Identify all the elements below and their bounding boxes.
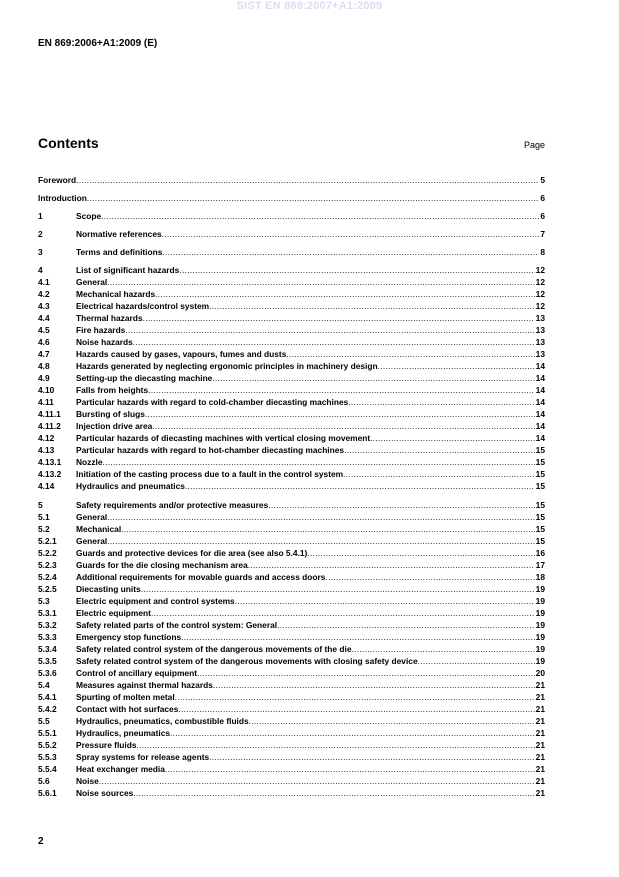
toc-section-number: 3: [38, 247, 43, 257]
toc-section-number: 4.7: [38, 349, 50, 359]
toc-dot-leader: [162, 246, 539, 258]
toc-section-number: 4.11: [38, 397, 54, 407]
toc-dot-leader: [137, 739, 535, 751]
toc-section-title: Hydraulics and pneumatics: [76, 481, 185, 491]
toc-entry[interactable]: [38, 288, 545, 300]
toc-entry[interactable]: [38, 396, 545, 408]
toc-section-number: 2: [38, 229, 43, 239]
toc-section-title: Electric equipment and control systems: [76, 596, 235, 606]
toc-dot-leader: [181, 631, 535, 643]
toc-page-number: 8: [540, 247, 545, 257]
toc-section-number: 5.6.1: [38, 788, 57, 798]
page-column-label: Page: [523, 140, 545, 150]
toc-page-number: 14: [535, 397, 545, 407]
toc-page-number: 19: [535, 644, 545, 654]
toc-dot-leader: [152, 420, 534, 432]
toc-dot-leader: [277, 619, 535, 631]
toc-page-number: 5: [540, 175, 545, 185]
toc-section-number: 4.11.2: [38, 421, 61, 431]
toc-entry[interactable]: [38, 535, 545, 547]
toc-section-title: Diecasting units: [76, 584, 141, 594]
toc-entry[interactable]: [38, 523, 545, 535]
toc-entry[interactable]: [38, 787, 545, 799]
toc-entry[interactable]: [38, 763, 545, 775]
toc-section-number: 5.3.5: [38, 656, 57, 666]
toc-section-number: 5.2.4: [38, 572, 57, 582]
toc-section-title: Noise: [76, 776, 99, 786]
toc-section-number: 4.13.2: [38, 469, 62, 479]
toc-page-number: 21: [535, 692, 545, 702]
toc-entry[interactable]: [38, 691, 545, 703]
toc-section-number: 5.4.2: [38, 704, 57, 714]
toc-dot-leader: [121, 523, 535, 535]
toc-section-number: 4: [38, 265, 43, 275]
toc-section-title: Normative references: [76, 229, 162, 239]
toc-section-number: 5.5.2: [38, 740, 57, 750]
toc-section-number: 4.14: [38, 481, 55, 491]
toc-section-number: 4.8: [38, 361, 50, 371]
toc-section-number: 4.13.1: [38, 457, 62, 467]
toc-section-title: Noise sources: [76, 788, 134, 798]
toc-page-number: 12: [535, 301, 545, 311]
toc-page-number: 21: [535, 788, 545, 798]
toc-dot-leader: [209, 751, 535, 763]
toc-section-title: Measures against thermal hazards: [76, 680, 213, 690]
toc-dot-leader: [418, 655, 535, 667]
toc-page-number: 21: [535, 764, 545, 774]
toc-page-number: 21: [535, 752, 545, 762]
toc-section-title: Control of ancillary equipment: [76, 668, 197, 678]
toc-dot-leader: [248, 559, 535, 571]
toc-dot-leader: [179, 264, 534, 276]
toc-section-number: 5.1: [38, 512, 50, 522]
toc-section-title: Hydraulics, pneumatics, combustible fluids: [76, 716, 249, 726]
toc-dot-leader: [133, 336, 535, 348]
toc-entry[interactable]: [38, 655, 545, 667]
toc-section-title: Noise hazards: [76, 337, 133, 347]
toc-entry[interactable]: [38, 348, 545, 360]
toc-section-title: General: [76, 512, 108, 522]
toc-section-title: Particular hazards of diecasting machines with vertical closing movement: [76, 433, 371, 443]
toc-entry[interactable]: [38, 679, 545, 691]
toc-dot-leader: [175, 691, 535, 703]
toc-section-number: 5.2: [38, 524, 50, 534]
toc-section-number: 5: [38, 500, 43, 510]
toc-dot-leader: [151, 607, 535, 619]
toc-section-title: Safety related control system of the dangerous movements with closing safety device: [76, 656, 418, 666]
toc-entry[interactable]: [38, 571, 545, 583]
toc-section-title: Pressure fluids: [76, 740, 137, 750]
toc-entry[interactable]: [38, 384, 545, 396]
toc-section-number: 1: [38, 211, 43, 221]
toc-page-number: 17: [535, 560, 545, 570]
toc-section-title: Safety requirements and/or protective measures: [76, 500, 269, 510]
toc-page-number: 13: [535, 325, 545, 335]
toc-entry[interactable]: [38, 619, 545, 631]
toc-dot-leader: [99, 775, 535, 787]
toc-entry[interactable]: [38, 739, 545, 751]
toc-entry[interactable]: [38, 360, 545, 372]
toc-section-title: Guards and protective devices for die area (see also 5.4.1): [76, 548, 308, 558]
toc-entry[interactable]: [38, 631, 545, 643]
toc-section-title: Foreword: [38, 175, 77, 185]
toc-dot-leader: [344, 444, 535, 456]
toc-dot-leader: [185, 480, 535, 492]
toc-dot-leader: [348, 396, 534, 408]
toc-section-title: Scope: [76, 211, 102, 221]
toc-dot-leader: [209, 300, 535, 312]
toc-dot-leader: [148, 384, 535, 396]
toc-entry[interactable]: [38, 499, 545, 511]
toc-section-title: Safety related control system of the dangerous movements of the die: [76, 644, 352, 654]
toc-page-number: 21: [535, 704, 545, 714]
toc-page-number: 14: [535, 433, 545, 443]
toc-page-number: 12: [535, 277, 545, 287]
toc-section-number: 5.2.2: [38, 548, 57, 558]
toc-page-number: 12: [535, 289, 545, 299]
toc-entry[interactable]: [38, 583, 545, 595]
table-of-contents: [38, 174, 545, 799]
toc-entry[interactable]: [38, 312, 545, 324]
toc-section-number: 5.5.3: [38, 752, 57, 762]
toc-entry[interactable]: [38, 408, 545, 420]
toc-dot-leader: [178, 703, 534, 715]
toc-entry[interactable]: [38, 276, 545, 288]
toc-entry[interactable]: [38, 372, 545, 384]
toc-dot-leader: [107, 511, 534, 523]
toc-page-number: 12: [535, 265, 545, 275]
toc-section-title: Contact with hot surfaces: [76, 704, 179, 714]
toc-section-number: 4.5: [38, 325, 50, 335]
toc-section-title: Injection drive area: [76, 421, 153, 431]
toc-section-number: 5.4.1: [38, 692, 57, 702]
document-id: EN 869:2006+A1:2009 (E): [38, 38, 158, 49]
toc-dot-leader: [197, 667, 535, 679]
toc-entry[interactable]: [38, 559, 545, 571]
toc-dot-leader: [107, 535, 534, 547]
toc-dot-leader: [325, 571, 534, 583]
toc-section-number: 5.3.6: [38, 668, 57, 678]
toc-dot-leader: [141, 583, 535, 595]
toc-dot-leader: [170, 727, 535, 739]
toc-page-number: 14: [535, 385, 545, 395]
toc-page-number: 13: [535, 349, 545, 359]
toc-section-number: 4.13: [38, 445, 55, 455]
toc-dot-leader: [145, 408, 535, 420]
toc-entry[interactable]: [38, 210, 545, 222]
toc-section-number: 5.6: [38, 776, 50, 786]
toc-page-number: 6: [540, 211, 545, 221]
toc-section-title: Mechanical hazards: [76, 289, 156, 299]
toc-section-number: 5.3.3: [38, 632, 57, 642]
toc-page-number: 15: [535, 500, 545, 510]
contents-heading: Contents: [38, 135, 99, 151]
toc-section-title: Heat exchanger media: [76, 764, 165, 774]
toc-section-number: 5.3.1: [38, 608, 57, 618]
toc-section-number: 5.4: [38, 680, 50, 690]
toc-entry[interactable]: [38, 480, 545, 492]
toc-page-number: 16: [535, 548, 545, 558]
toc-dot-leader: [307, 547, 534, 559]
toc-dot-leader: [378, 360, 535, 372]
toc-entry[interactable]: [38, 456, 545, 468]
toc-entry[interactable]: [38, 336, 545, 348]
toc-dot-leader: [352, 643, 535, 655]
toc-section-number: 4.2: [38, 289, 50, 299]
toc-section-title: Initiation of the casting process due to a fault in the control system: [76, 469, 344, 479]
toc-section-title: Safety related parts of the control system: General: [76, 620, 278, 630]
toc-page-number: 19: [535, 620, 545, 630]
toc-entry[interactable]: [38, 246, 545, 258]
toc-section-title: Spray systems for release agents: [76, 752, 210, 762]
toc-page-number: 15: [535, 457, 545, 467]
toc-dot-leader: [165, 763, 535, 775]
toc-dot-leader: [162, 228, 540, 240]
toc-page-number: 21: [535, 728, 545, 738]
toc-section-number: 4.12: [38, 433, 55, 443]
toc-entry[interactable]: [38, 511, 545, 523]
toc-section-title: Guards for the die closing mechanism area: [76, 560, 248, 570]
toc-entry[interactable]: [38, 667, 545, 679]
toc-section-number: 5.3.2: [38, 620, 57, 630]
toc-section-title: Nozzle: [76, 457, 103, 467]
toc-section-number: 5.2.1: [38, 536, 57, 546]
toc-entry[interactable]: [38, 174, 545, 186]
toc-dot-leader: [101, 210, 539, 222]
toc-section-title: Fire hazards: [76, 325, 126, 335]
toc-section-number: 5.5: [38, 716, 50, 726]
toc-page-number: 14: [535, 373, 545, 383]
toc-entry[interactable]: [38, 432, 545, 444]
toc-dot-leader: [286, 348, 534, 360]
toc-section-title: Particular hazards with regard to hot-chamber diecasting machines: [76, 445, 345, 455]
toc-page-number: 19: [535, 656, 545, 666]
toc-page-number: 14: [535, 361, 545, 371]
toc-entry[interactable]: [38, 607, 545, 619]
toc-section-title: General: [76, 536, 108, 546]
toc-entry[interactable]: [38, 228, 545, 240]
toc-page-number: 15: [535, 524, 545, 534]
toc-page-number: 7: [540, 229, 545, 239]
toc-section-number: 4.9: [38, 373, 50, 383]
toc-section-number: 4.10: [38, 385, 55, 395]
toc-entry[interactable]: [38, 264, 545, 276]
toc-section-number: 4.3: [38, 301, 50, 311]
toc-section-title: Particular hazards with regard to cold-chamber diecasting machines: [76, 397, 349, 407]
toc-section-number: 4.11.1: [38, 409, 61, 419]
toc-section-title: Electrical hazards/control system: [76, 301, 210, 311]
toc-page-number: 13: [535, 313, 545, 323]
toc-dot-leader: [107, 276, 534, 288]
toc-dot-leader: [235, 595, 535, 607]
toc-entry[interactable]: [38, 420, 545, 432]
toc-entry[interactable]: [38, 703, 545, 715]
toc-section-number: 4.4: [38, 313, 50, 323]
toc-section-title: Thermal hazards: [76, 313, 143, 323]
toc-dot-leader: [143, 312, 535, 324]
toc-section-title: Spurting of molten metal: [76, 692, 175, 702]
page-number: 2: [38, 836, 44, 847]
toc-page-number: 21: [535, 740, 545, 750]
toc-section-number: 4.6: [38, 337, 50, 347]
toc-section-title: General: [76, 277, 108, 287]
toc-dot-leader: [213, 679, 535, 691]
toc-entry[interactable]: [38, 300, 545, 312]
toc-page-number: 19: [535, 584, 545, 594]
toc-section-title: Bursting of slugs: [76, 409, 145, 419]
toc-entry[interactable]: [38, 192, 545, 204]
toc-page-number: 15: [535, 481, 545, 491]
toc-section-title: Terms and definitions: [76, 247, 163, 257]
toc-dot-leader: [125, 324, 534, 336]
toc-section-number: 5.2.5: [38, 584, 57, 594]
toc-page-number: 15: [535, 512, 545, 522]
toc-dot-leader: [268, 499, 534, 511]
toc-page-number: 6: [540, 193, 545, 203]
toc-entry[interactable]: [38, 643, 545, 655]
toc-page-number: 21: [535, 680, 545, 690]
toc-section-number: 5.5.1: [38, 728, 57, 738]
toc-dot-leader: [249, 715, 535, 727]
toc-entry[interactable]: [38, 727, 545, 739]
toc-page-number: 19: [535, 608, 545, 618]
toc-section-title: Emergency stop functions: [76, 632, 182, 642]
toc-section-title: Introduction: [38, 193, 87, 203]
toc-entry[interactable]: [38, 751, 545, 763]
toc-section-title: Hydraulics, pneumatics: [76, 728, 171, 738]
toc-entry[interactable]: [38, 595, 545, 607]
toc-dot-leader: [103, 456, 535, 468]
toc-section-number: 5.5.4: [38, 764, 57, 774]
toc-section-number: 5.3: [38, 596, 50, 606]
toc-section-title: Additional requirements for movable guards and access doors: [76, 572, 326, 582]
toc-section-title: List of significant hazards: [76, 265, 180, 275]
toc-section-title: Setting-up the diecasting machine: [76, 373, 213, 383]
toc-entry[interactable]: [38, 715, 545, 727]
toc-entry[interactable]: [38, 444, 545, 456]
toc-dot-leader: [343, 468, 535, 480]
toc-page-number: 21: [535, 716, 545, 726]
toc-section-number: 5.3.4: [38, 644, 57, 654]
toc-dot-leader: [133, 787, 534, 799]
toc-dot-leader: [87, 192, 539, 204]
toc-entry[interactable]: [38, 324, 545, 336]
toc-dot-leader: [370, 432, 535, 444]
toc-page-number: 14: [535, 409, 545, 419]
toc-section-title: Mechanical: [76, 524, 122, 534]
toc-page-number: 14: [535, 421, 545, 431]
toc-section-number: 4.1: [38, 277, 50, 287]
watermark: SIST EN 869:2007+A1:2009: [236, 0, 383, 12]
toc-dot-leader: [155, 288, 535, 300]
toc-page-number: 20: [535, 668, 545, 678]
toc-dot-leader: [212, 372, 534, 384]
toc-page-number: 15: [535, 445, 545, 455]
toc-entry[interactable]: [38, 547, 545, 559]
toc-entry[interactable]: [38, 468, 545, 480]
toc-section-number: 5.2.3: [38, 560, 57, 570]
toc-section-title: Falls from heights: [76, 385, 149, 395]
toc-page-number: 18: [535, 572, 545, 582]
toc-section-title: Hazards generated by neglecting ergonomic principles in machinery design: [76, 361, 378, 371]
toc-page-number: 15: [535, 536, 545, 546]
toc-page-number: 19: [535, 632, 545, 642]
toc-dot-leader: [76, 174, 539, 186]
toc-section-title: Hazards caused by gases, vapours, fumes and dusts: [76, 349, 287, 359]
toc-page-number: 15: [535, 469, 545, 479]
toc-section-title: Electric equipment: [76, 608, 151, 618]
toc-entry[interactable]: [38, 775, 545, 787]
toc-page-number: 21: [535, 776, 545, 786]
toc-page-number: 13: [535, 337, 545, 347]
toc-page-number: 19: [535, 596, 545, 606]
